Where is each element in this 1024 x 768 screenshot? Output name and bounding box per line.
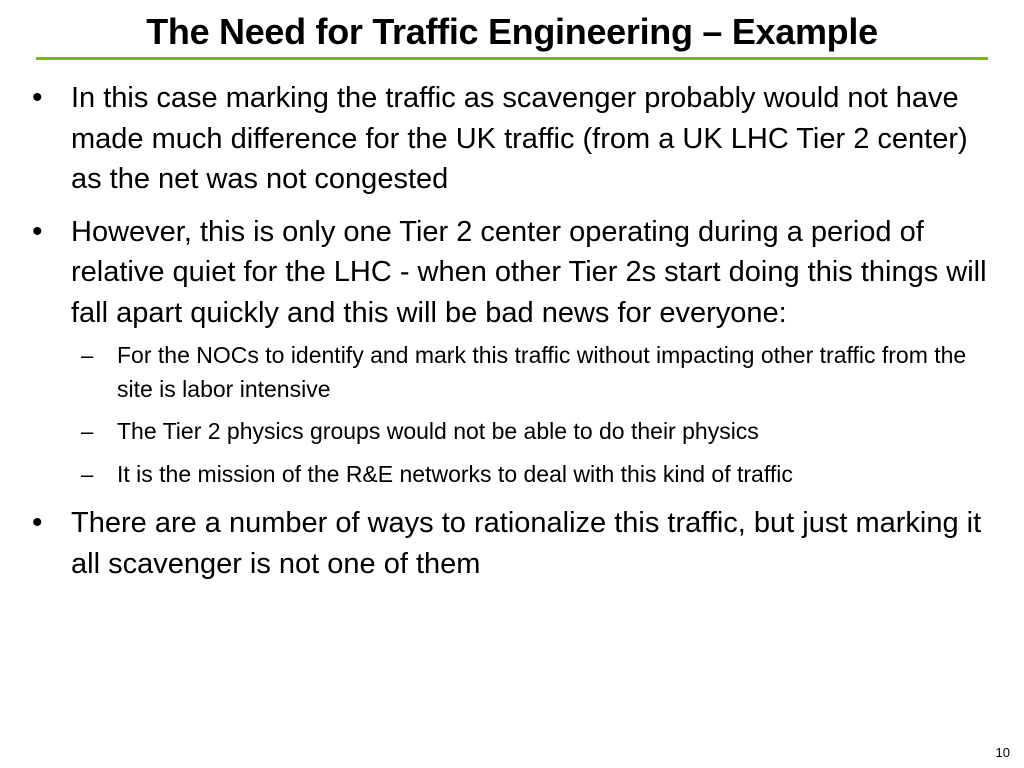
bullet-text: There are a number of ways to rationalize this traffic, but just marking it all scavenger is not one of them [71, 507, 982, 580]
slide-title: The Need for Traffic Engineering – Example [146, 11, 878, 52]
bullet-text: In this case marking the traffic as scavenger probably would not have made much difference for the UK traffic (from a UK LHC Tier 2 center) as the net was not congested [71, 82, 968, 195]
list-item [30, 78, 1000, 200]
slide-body [30, 78, 1000, 596]
sub-list-item [71, 339, 1000, 406]
bullet-icon: • [32, 214, 43, 248]
sub-bullet-text: The Tier 2 physics groups would not be able to do their physics [117, 418, 759, 444]
dash-icon: – [81, 461, 94, 487]
sub-bullet-text: For the NOCs to identify and mark this traffic without impacting other traffic from the site is labor intensive [117, 342, 967, 402]
bullet-text: However, this is only one Tier 2 center operating during a period of relative quiet for the LHC - when other Tier 2s start doing this things will fall apart quickly and this will be bad news for everyone: [71, 215, 987, 329]
dash-icon: – [81, 343, 94, 368]
title-divider [36, 57, 988, 60]
sub-bullet-list [71, 339, 1000, 491]
sub-list-item [71, 415, 1000, 449]
sub-list-item [71, 458, 1000, 492]
page-number: 10 [995, 745, 1010, 760]
list-item [30, 212, 1000, 492]
bullet-icon: • [32, 506, 43, 539]
bullet-icon: • [32, 81, 43, 114]
dash-icon: – [81, 419, 94, 444]
sub-bullet-text: It is the mission of the R&E networks to deal with this kind of traffic [117, 460, 793, 487]
bullet-list [30, 78, 1000, 584]
list-item [30, 503, 1000, 584]
